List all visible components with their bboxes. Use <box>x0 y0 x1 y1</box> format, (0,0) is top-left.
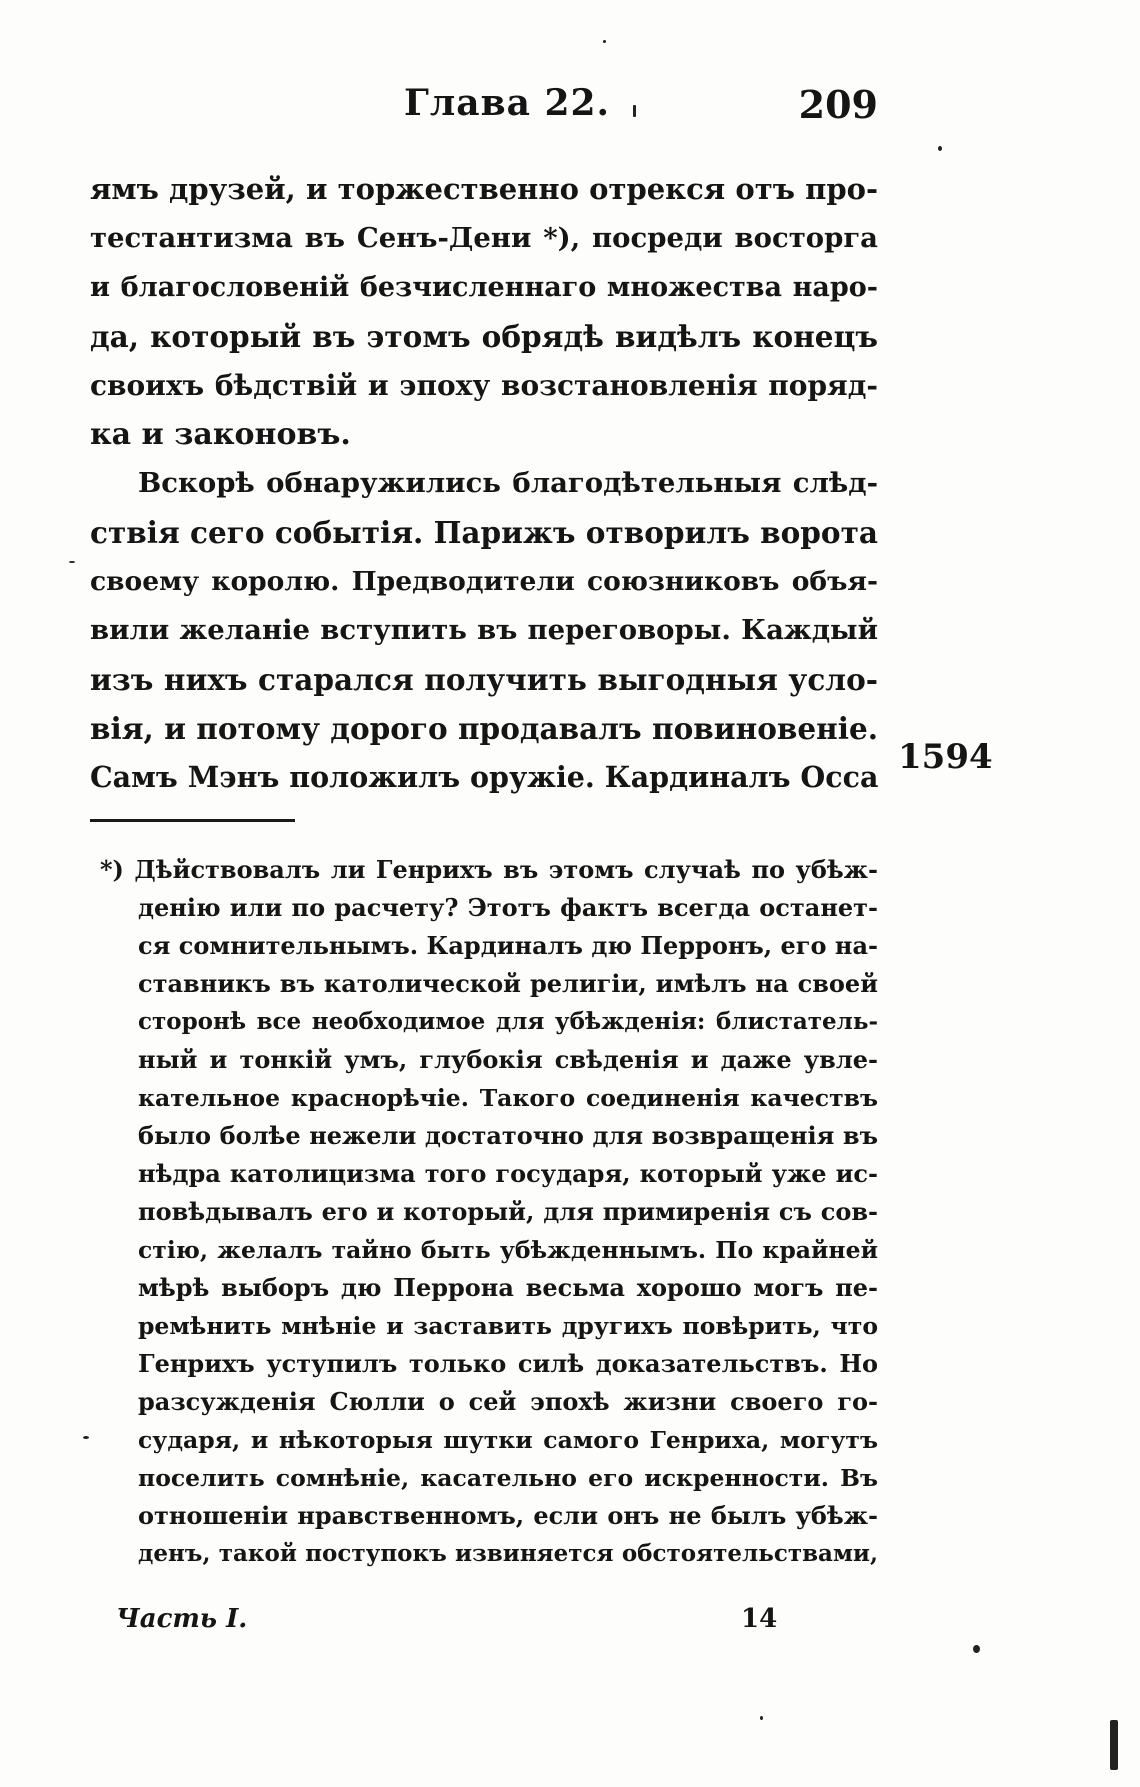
footnote-line: поселить сомнѣнiе, касательно его искренности. Въ <box>138 1464 878 1492</box>
footnote-line: денiю или по расчету? Этотъ фактъ всегда останет- <box>138 893 878 922</box>
footnote-line: сударя, и нѣкоторыя шутки самого Генриха, могутъ <box>138 1426 878 1454</box>
text-line: да, который въ этомъ обрядѣ видѣлъ конецъ <box>90 319 878 354</box>
marginal-year: 1594 <box>898 737 993 777</box>
footnote-line: ся сомнительнымъ. Кардиналъ дю Перронъ, его на- <box>138 931 878 960</box>
footnote-line: ставникъ въ католической религiи, имѣлъ на своей <box>138 969 878 998</box>
text-line: Самъ Мэнъ положилъ оружiе. Кардиналъ Осса <box>90 760 879 794</box>
text-line: своему королю. Предводители союзниковъ объя- <box>90 566 878 597</box>
footnote-line: повѣдывалъ его и который, для примиренiя съ сов- <box>138 1197 878 1226</box>
footnote-line: *) Дѣйствовалъ ли Генрихъ въ этомъ случаѣ по убѣж- <box>100 855 878 884</box>
text-line: изъ нихъ старался получить выгодныя усло- <box>90 662 878 697</box>
footnote-line: было болѣе нежели достаточно для возвращенiя въ <box>138 1121 878 1150</box>
footnote-line: разсужденiя Сюлли о сей эпохѣ жизни своего го- <box>138 1387 878 1416</box>
footnote-line: нѣдра католицизма того государя, который уже ис- <box>138 1159 878 1188</box>
scan-speck <box>633 105 636 117</box>
footnote-line: мѣрѣ выборъ дю Перрона весьма хорошо могъ пе- <box>138 1273 878 1302</box>
scan-speck <box>938 146 942 151</box>
scan-speck <box>69 561 75 563</box>
running-head <box>404 82 878 142</box>
footnote-line: отношенiи нравственномъ, если онъ не былъ убѣж- <box>138 1501 878 1530</box>
text-line: и благословенiй безчисленнаго множества наро- <box>90 272 878 303</box>
text-line: своихъ бѣдствiй и эпоху возстановленiя поряд- <box>90 369 878 402</box>
text-line: вiя, и потому дорого продавалъ повиновенiе. <box>90 711 878 746</box>
footnote-line: кательное краснорѣчiе. Такого соединенiя качествъ <box>138 1084 878 1112</box>
volume-part: Часть I. <box>116 1604 248 1634</box>
scan-speck <box>83 1436 89 1439</box>
text-line: ствiя сего событiя. Парижъ отворилъ ворота <box>90 515 878 550</box>
chapter-title: Глава 22. <box>404 82 611 124</box>
footnote <box>100 851 878 1573</box>
text-line: Вскорѣ обнаружились благодѣтельныя слѣд- <box>138 467 878 499</box>
text-line: вили желанiе вступить въ переговоры. Каждый <box>90 614 878 646</box>
scan-speck <box>1110 1720 1118 1770</box>
footnote-line: ремѣнить мнѣнiе и заставить другихъ повѣрить, что <box>138 1312 878 1340</box>
footnote-line: денъ, такой поступокъ извиняется обстоятельствами, <box>138 1540 878 1567</box>
page-number: 209 <box>798 82 878 127</box>
sheet-number: 14 <box>741 1604 778 1634</box>
scan-speck <box>973 1645 980 1653</box>
scan-speck <box>760 1716 763 1720</box>
footnote-rule <box>90 819 295 822</box>
main-text <box>90 165 878 802</box>
footnote-line: стiю, желалъ тайно быть убѣжденнымъ. По крайней <box>138 1236 878 1264</box>
printer-signature <box>116 1604 816 1644</box>
scan-speck <box>603 40 606 43</box>
text-line: ка и законовъ. <box>90 417 351 452</box>
footnote-line: сторонѣ все необходимое для убѣжденiя: блистатель- <box>138 1008 878 1035</box>
footnote-line: Генрихъ уступилъ только силѣ доказательствъ. Но <box>138 1349 878 1378</box>
text-line: тестантизма въ Сенъ-Дени *), посреди восторга <box>90 222 878 254</box>
footnote-line: ный и тонкiй умъ, глубокiя свѣденiя и даже увле- <box>138 1045 878 1074</box>
text-line: ямъ друзей, и торжественно отрекся отъ про- <box>90 172 878 206</box>
